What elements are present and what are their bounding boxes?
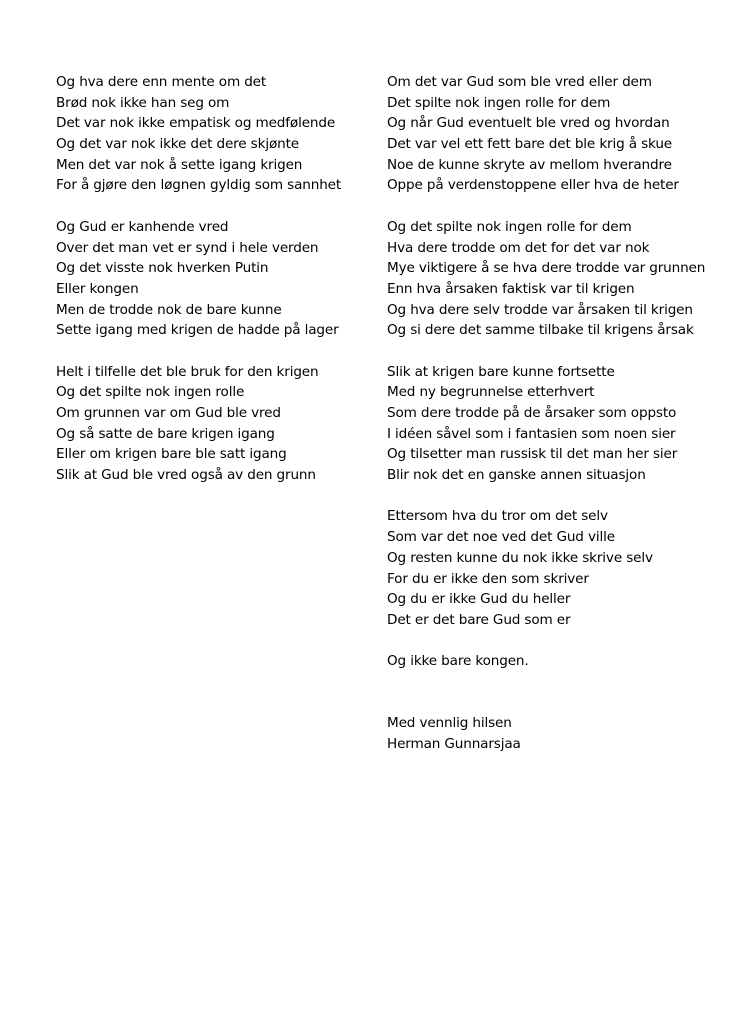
poem-line: Og når Gud eventuelt ble vred og hvordan — [387, 115, 670, 132]
poem-line: Helt i tilfelle det ble bruk for den krigen — [56, 363, 319, 380]
poem-line: Og hva dere selv trodde var årsaken til krigen — [387, 301, 693, 318]
poem-line: Som var det noe ved det Gud ville — [387, 529, 615, 546]
poem-line: Og du er ikke Gud du heller — [387, 591, 571, 608]
poem-line: Og det spilte nok ingen rolle — [56, 384, 245, 401]
poem-line: Det spilte nok ingen rolle for dem — [387, 94, 611, 111]
poem-line: Med ny begrunnelse etterhvert — [387, 384, 595, 401]
poem-line: Og det visste nok hverken Putin — [56, 260, 269, 277]
poem-line: I idéen såvel som i fantasien som noen sier — [387, 425, 676, 442]
poem-line: For å gjøre den løgnen gyldig som sannhet — [56, 177, 342, 194]
poem-line: Og resten kunne du nok ikke skrive selv — [387, 549, 653, 566]
poem-line: Og så satte de bare krigen igang — [56, 425, 275, 442]
poem-line: Mye viktigere å se hva dere trodde var grunnen — [387, 260, 706, 277]
signoff-greeting: Med vennlig hilsen — [387, 715, 512, 732]
poem-line: Og tilsetter man russisk til det man her sier — [387, 446, 678, 463]
poem-line: Men de trodde nok de bare kunne — [56, 301, 282, 318]
stanza — [56, 217, 376, 341]
stanza — [387, 362, 749, 486]
poem-line: Ettersom hva du tror om det selv — [387, 508, 608, 525]
poem-line: Og det var nok ikke det dere skjønte — [56, 136, 299, 153]
poem-line: Noe de kunne skryte av mellom hverandre — [387, 156, 672, 173]
poem-line: Det var vel ett fett bare det ble krig å skue — [387, 136, 673, 153]
poem-line: Blir nok det en ganske annen situasjon — [387, 467, 646, 484]
poem-line: Og si dere det samme tilbake til krigens årsak — [387, 322, 694, 339]
poem-line: Og hva dere enn mente om det — [56, 74, 267, 90]
poem-line: Det var nok ikke empatisk og medfølende — [56, 115, 336, 132]
stanza — [56, 362, 376, 486]
poem-line: For du er ikke den som skriver — [387, 570, 589, 587]
left-column — [56, 72, 376, 506]
poem-line: Eller om krigen bare ble satt igang — [56, 446, 287, 463]
poem-line: Og Gud er kanhende vred — [56, 218, 229, 235]
poem-line: Som dere trodde på de årsaker som oppsto — [387, 405, 677, 421]
poem-line: Men det var nok å sette igang krigen — [56, 156, 303, 173]
poem-line: Over det man vet er synd i hele verden — [56, 239, 319, 256]
poem-line: Og det spilte nok ingen rolle for dem — [387, 218, 632, 235]
stanza — [387, 217, 749, 341]
poem-line: Eller kongen — [56, 280, 139, 297]
poem-line: Og ikke bare kongen. — [387, 653, 529, 670]
poem-line: Om det var Gud som ble vred eller dem — [387, 74, 652, 90]
stanza — [56, 72, 376, 196]
poem-line: Oppe på verdenstoppene eller hva de heter — [387, 177, 679, 194]
poem-line: Sette igang med krigen de hadde på lager — [56, 322, 339, 339]
poem-line: Enn hva årsaken faktisk var til krigen — [387, 280, 635, 297]
poem-line: Om grunnen var om Gud ble vred — [56, 405, 281, 421]
poem-line: Det er det bare Gud som er — [387, 611, 571, 628]
right-column — [387, 72, 749, 755]
signoff-name: Herman Gunnarsjaa — [387, 736, 521, 753]
poem-line: Slik at krigen bare kunne fortsette — [387, 363, 615, 380]
poem-line: Brød nok ikke han seg om — [56, 94, 230, 111]
poem-line: Hva dere trodde om det for det var nok — [387, 239, 650, 256]
stanza — [387, 72, 749, 196]
signoff — [387, 713, 749, 754]
stanza — [387, 651, 749, 672]
stanza — [387, 506, 749, 630]
poem-line: Slik at Gud ble vred også av den grunn — [56, 467, 316, 484]
